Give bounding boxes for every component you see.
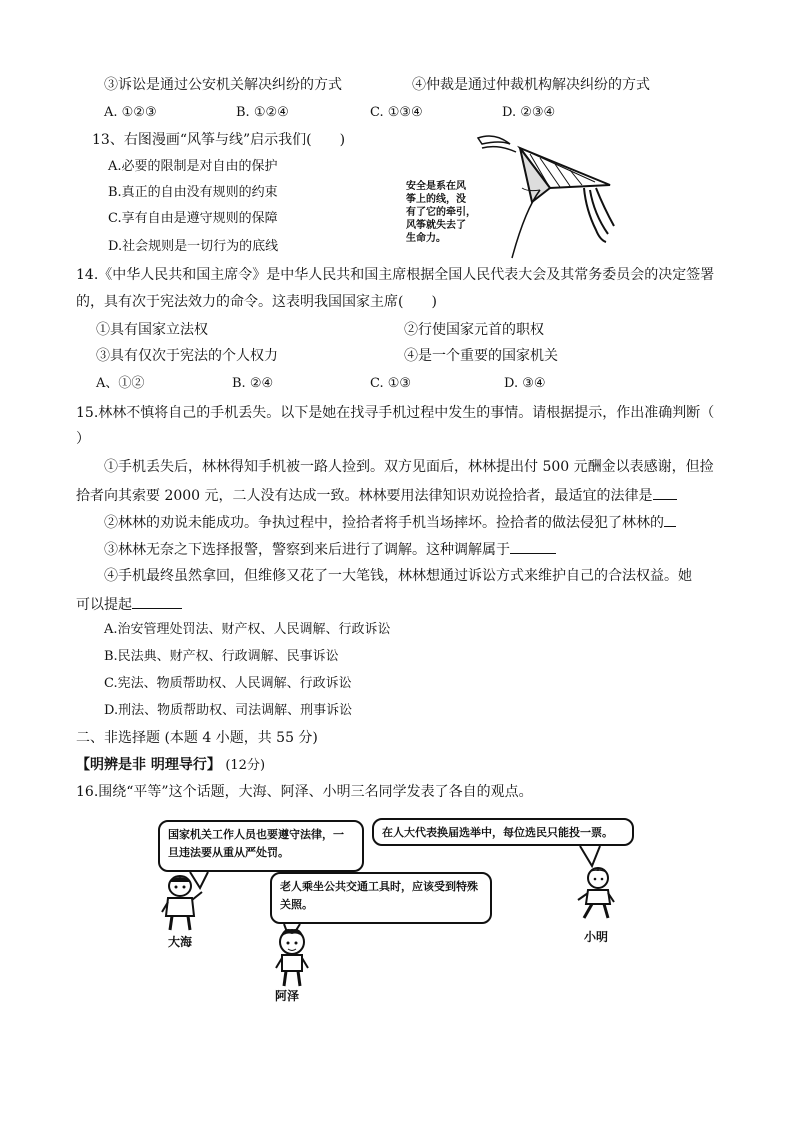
q12-option-c: C. ①③④ xyxy=(370,105,423,120)
q12-option-b: B. ①②④ xyxy=(236,105,289,120)
q13-stem: 13、右图漫画“风筝与线”启示我们( ) xyxy=(92,132,346,148)
q14-option-d: D. ③④ xyxy=(504,376,546,391)
kite-caption xyxy=(406,180,476,245)
kite-caption-line: 有了它的牵引， xyxy=(406,207,476,218)
q15-item-2-text: ②林林的劝说未能成功。争执过程中，捡拾者将手机当场摔坏。捡拾者的做法侵犯了林林的 xyxy=(104,515,664,531)
boy-figure-icon xyxy=(158,872,208,932)
q15-item-4-text: 可以提起 xyxy=(76,597,132,613)
q12-statement-3: ③诉讼是通过公安机关解决纠纷的方式 xyxy=(104,77,342,93)
boy-figure-icon xyxy=(270,926,314,988)
q12-option-d: D. ②③④ xyxy=(502,105,556,120)
character-dahai xyxy=(158,872,208,932)
answer-blank xyxy=(653,485,677,500)
q15-option-c: C.宪法、物质帮助权、人民调解、行政诉讼 xyxy=(104,676,352,691)
kite-caption-line: 生命力。 xyxy=(406,233,446,244)
answer-blank xyxy=(664,512,676,527)
q15-option-d: D.刑法、物质帮助权、司法调解、刑事诉讼 xyxy=(104,703,353,718)
kite-caption-line: 风筝就失去了 xyxy=(406,220,466,231)
q15-stem-line1: 15.林林不慎将自己的手机丢失。以下是她在找寻手机过程中发生的事情。请根据提示，作出准确判断（ xyxy=(76,405,715,421)
q15-item-3 xyxy=(104,539,556,559)
q15-option-a: A.治安管理处罚法、财产权、人民调解、行政诉讼 xyxy=(104,622,391,637)
q14-statement-3: ③具有仅次于宪法的个人权力 xyxy=(96,348,278,364)
name-dahai: 大海 xyxy=(168,935,193,949)
kite-caption-line: 筝上的线，没 xyxy=(406,194,466,205)
q15-item-2 xyxy=(104,512,676,532)
q12-option-a: A. ①②③ xyxy=(104,105,157,120)
q15-option-b: B.民法典、财产权、行政调解、民事诉讼 xyxy=(104,649,339,664)
q12-statement-4: ④仲裁是通过仲裁机构解决纠纷的方式 xyxy=(412,77,650,93)
q13-option-a: A.必要的限制是对自由的保护 xyxy=(108,159,278,174)
q15-item-1-text: 拾者向其索要 2000 元，二人没有达成一致。林林要用法律知识劝说捡拾者，最适宜的法律是 xyxy=(76,488,653,504)
q15-item-4-line2 xyxy=(76,594,182,614)
q15-item-3-text: ③林林无奈之下选择报警，警察到来后进行了调解。这种调解属于 xyxy=(104,542,510,558)
q13-option-b: B.真正的自由没有规则的约束 xyxy=(108,185,278,200)
q15-item-1-line1: ①手机丢失后，林林得知手机被一路人捡到。双方见面后，林林提出付 500 元酬金以表感谢，但捡 xyxy=(104,459,714,475)
kite-caption-line: 安全是系在风 xyxy=(406,181,466,192)
q16-stem: 16.围绕“平等”这个话题，大海、阿泽、小明三名同学发表了各自的观点。 xyxy=(76,784,533,800)
q14-stem-line2: 的，具有次于宪法效力的命令。这表明我国国家主席( ) xyxy=(76,294,437,310)
name-aze: 阿泽 xyxy=(275,989,300,1003)
q14-statement-2: ②行使国家元首的职权 xyxy=(404,322,544,338)
character-aze xyxy=(270,926,314,988)
q14-option-a: A、①② xyxy=(96,376,145,391)
q15-item-1-line2 xyxy=(76,485,677,505)
speech-bubble-dahai: 国家机关工作人员也要遵守法律，一旦违法要从重从严处罚。 xyxy=(158,820,364,872)
q14-option-b: B. ②④ xyxy=(232,376,274,391)
q13-option-c: C.享有自由是遵守规则的保障 xyxy=(108,211,278,226)
q14-stem-line1: 14.《中华人民共和国主席令》是中华人民共和国主席根据全国人民代表大会及其常务委员会的决定签署 xyxy=(76,267,715,283)
name-xiaoming: 小明 xyxy=(584,930,609,944)
character-xiaoming xyxy=(574,866,618,922)
section-2-title: 二、非选择题 (本题 4 小题，共 55 分) xyxy=(76,730,318,746)
section-2-subtitle xyxy=(76,756,265,775)
subsection-title: 【明辨是非 明理导行】 xyxy=(76,757,221,773)
q14-option-c: C. ①③ xyxy=(370,376,412,391)
kite-cartoon xyxy=(400,130,620,260)
subsection-score: (12分) xyxy=(225,758,266,773)
q15-item-4-line1: ④手机最终虽然拿回，但维修又花了一大笔钱，林林想通过诉讼方式来维护自己的合法权益。她 xyxy=(104,568,692,584)
q15-stem-line2: ） xyxy=(76,431,90,447)
answer-blank xyxy=(510,539,556,554)
speech-bubble-aze: 老人乘坐公共交通工具时，应该受到特殊关照。 xyxy=(270,872,492,924)
q14-statement-1: ①具有国家立法权 xyxy=(96,322,208,338)
boy-figure-icon xyxy=(574,866,618,922)
q14-statement-4: ④是一个重要的国家机关 xyxy=(404,348,558,364)
answer-blank xyxy=(132,594,182,609)
q13-option-d: D.社会规则是一切行为的底线 xyxy=(108,239,279,254)
speech-bubble-xiaoming: 在人大代表换届选举中，每位选民只能投一票。 xyxy=(372,818,634,846)
